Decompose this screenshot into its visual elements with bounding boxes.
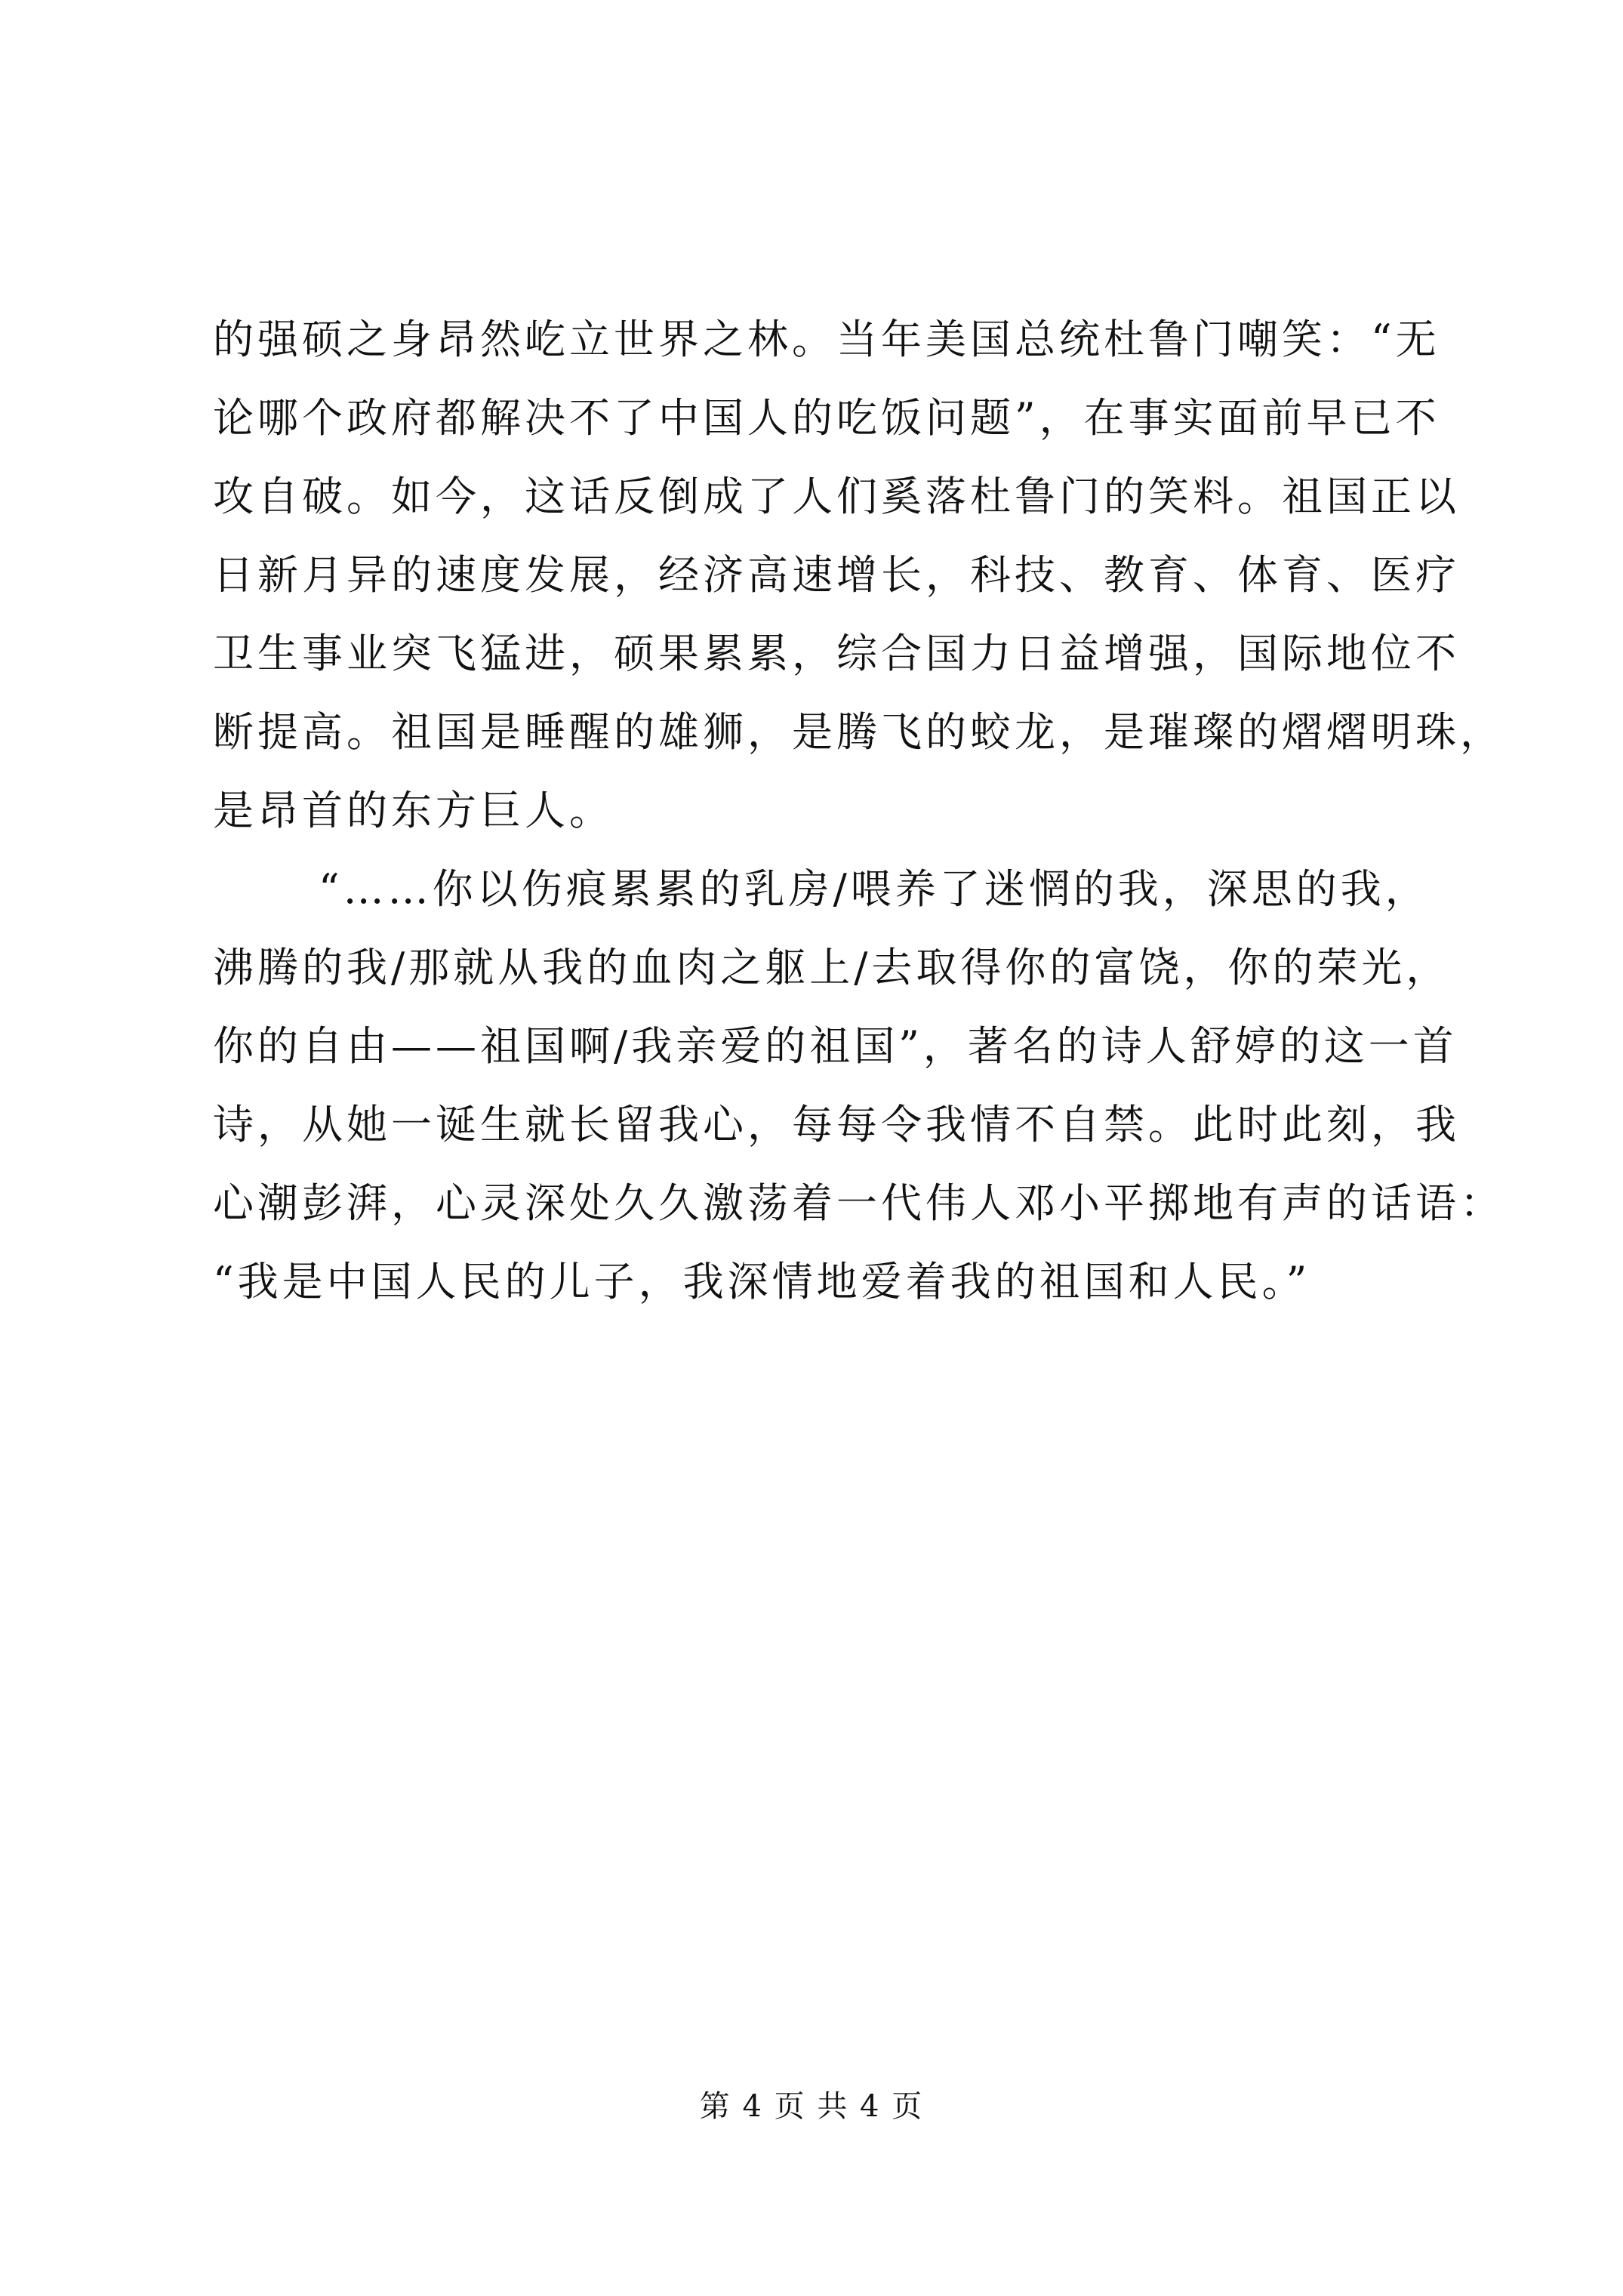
- text-line: 是昂首的东方巨人。: [213, 787, 614, 834]
- text-line: 沸腾的我/那就从我的血肉之躯上/去取得你的富饶，你的荣光，: [213, 944, 1451, 991]
- page-number-footer: 第 4 页 共 4 页: [699, 2089, 924, 2124]
- text-line: 心潮彭湃，心灵深处久久激荡着一代伟人邓小平掷地有声的话语：: [213, 1179, 1504, 1227]
- text-line: “……你以伤痕累累的乳房/喂养了迷惘的我，深思的我，: [319, 865, 1430, 913]
- text-line: “我是中国人民的儿子，我深情地爱着我的祖国和人民。”: [213, 1258, 1311, 1305]
- text-line: 论哪个政府都解决不了中国人的吃饭问题”，在事实面前早已不: [213, 394, 1440, 442]
- paragraph-2: [213, 850, 1504, 1321]
- text-line: 攻自破。如今，这话反倒成了人们奚落杜鲁门的笑料。祖国正以: [213, 473, 1460, 520]
- body-text: [213, 300, 1504, 1321]
- paragraph-1: [213, 300, 1504, 850]
- text-line: 断提高。祖国是睡醒的雄狮，是腾飞的蛟龙，是璀璨的熠熠明珠，: [213, 708, 1504, 756]
- text-line: 日新月异的速度发展，经济高速增长，科技、教育、体育、医疗: [213, 551, 1460, 599]
- text-line: 的强硕之身昂然屹立世界之林。当年美国总统杜鲁门嘲笑：“无: [213, 316, 1440, 363]
- text-line: 卫生事业突飞猛进，硕果累累，综合国力日益增强，国际地位不: [213, 630, 1460, 677]
- text-line: 你的自由——祖国啊/我亲爱的祖国”，著名的诗人舒婷的这一首: [213, 1022, 1458, 1070]
- text-line: 诗，从她一诞生就长留我心，每每令我情不自禁。此时此刻，我: [213, 1101, 1460, 1148]
